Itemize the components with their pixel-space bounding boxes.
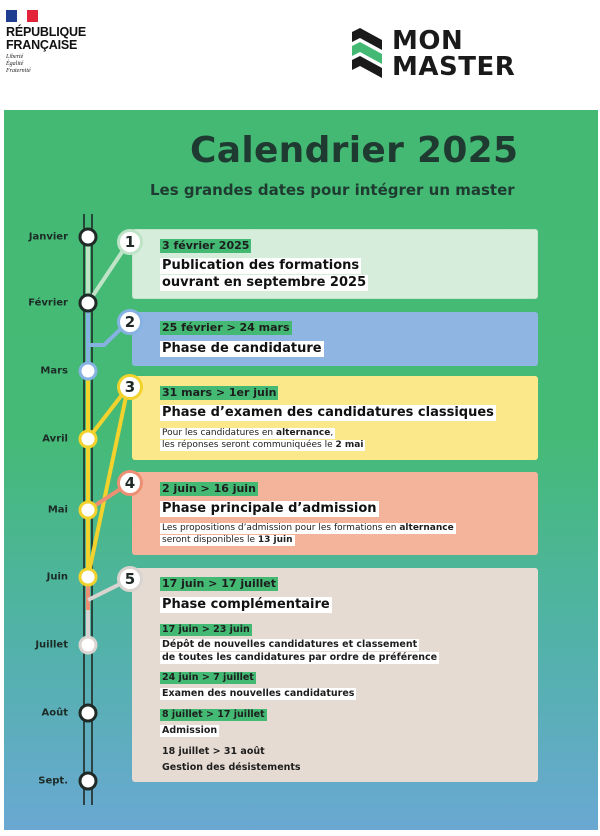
step-5-sub-2-date: 24 juin > 7 juillet (162, 672, 254, 683)
month-label-fevrier: Février (28, 297, 68, 309)
step-3-title: Phase d’examen des candidatures classiques (162, 405, 494, 420)
step-3-date: 31 mars > 1er juin (162, 386, 277, 399)
step-4-title: Phase principale d’admission (162, 501, 377, 516)
republique-name: RÉPUBLIQUE FRANÇAISE (6, 25, 86, 52)
step-5-sub-1-text-line-2: de toutes les candidatures par ordre de préférence (162, 652, 438, 663)
mon-master-mark-icon (352, 28, 382, 80)
step-3-note-line-2: les réponses seront communiquées le 2 mai (162, 440, 364, 450)
republique-motto: Liberté Égalité Fraternité (6, 54, 31, 74)
month-label-juin: Juin (46, 571, 68, 583)
brand-line-2: MASTER (392, 52, 516, 82)
month-label-avril: Avril (42, 433, 68, 445)
month-label-mai: Mai (47, 504, 68, 516)
french-flag-icon (6, 10, 38, 22)
poster-subtitle: Les grandes dates pour intégrer un master (150, 181, 515, 199)
month-label-juillet: Juillet (35, 639, 68, 651)
month-label-aout: Août (41, 707, 68, 719)
step-1-date: 3 février 2025 (162, 239, 250, 252)
step-4-note-line-1: Les propositions d’admission pour les formations en alternance (162, 523, 454, 533)
step-5-title: Phase complémentaire (162, 597, 330, 612)
step-3-note-line-1: Pour les candidatures en alternance, (162, 428, 334, 438)
step-5-sub-4-date: 18 juillet > 31 août (162, 746, 265, 757)
step-5-number: 5 (117, 566, 143, 592)
step-2-number: 2 (117, 309, 143, 335)
step-1-title-line-2: ouvrant en septembre 2025 (162, 275, 367, 290)
month-label-sept: Sept. (38, 775, 68, 787)
step-1-number: 1 (117, 229, 143, 255)
step-5-sub-4-text: Gestion des désistements (162, 762, 301, 773)
step-5-sub-2-text: Examen des nouvelles candidatures (162, 688, 355, 699)
month-label-janvier: Janvier (28, 231, 68, 243)
step-5-sub-1-text-line-1: Dépôt de nouvelles candidatures et classement (162, 639, 418, 650)
step-4-number: 4 (117, 470, 143, 496)
month-label-mars: Mars (40, 365, 68, 377)
step-5-date: 17 juin > 17 juillet (162, 577, 276, 590)
step-5-sub-1-date: 17 juin > 23 juin (162, 624, 250, 635)
step-4-date: 2 juin > 16 juin (162, 482, 256, 495)
step-5-sub-3-date: 8 juillet > 17 juillet (162, 709, 265, 720)
step-2-date: 25 février > 24 mars (162, 321, 290, 334)
step-1-title-line-1: Publication des formations (162, 258, 360, 273)
step-4-note-line-2: seront disponibles le 13 juin (162, 535, 293, 545)
step-5-sub-3-text: Admission (162, 725, 218, 736)
brand-line-1: MON (392, 26, 464, 56)
republique-francaise-logo (6, 10, 86, 75)
mon-master-logo (352, 28, 515, 80)
step-2-title: Phase de candidature (162, 341, 322, 356)
poster-title: Calendrier 2025 (190, 130, 519, 171)
step-3-number: 3 (117, 374, 143, 400)
